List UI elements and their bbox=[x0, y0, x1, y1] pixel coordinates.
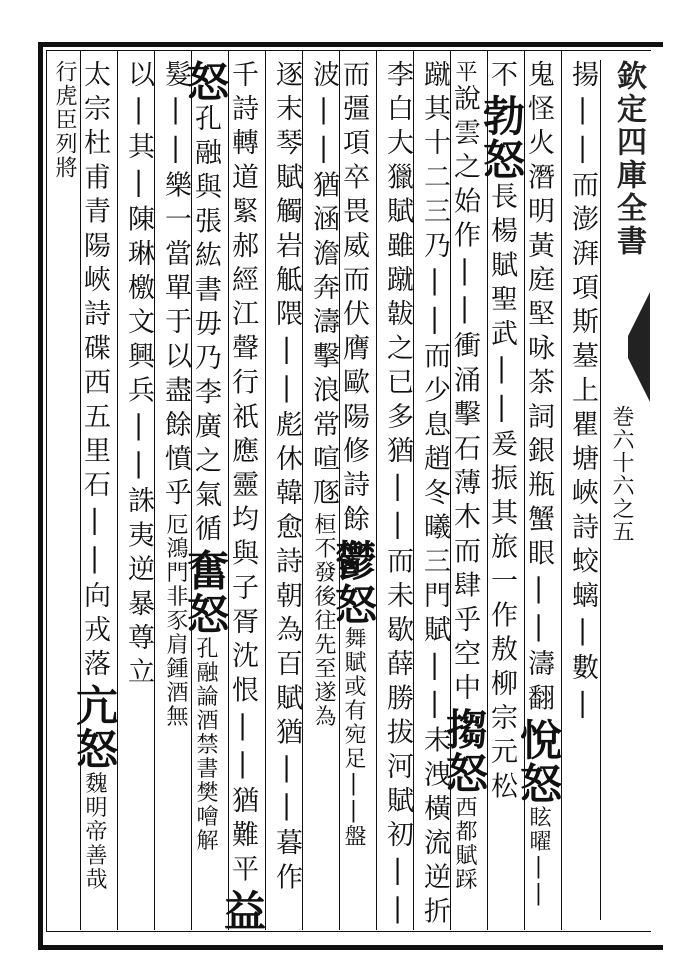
text-run: 不 bbox=[486, 60, 517, 95]
text-column bbox=[269, 60, 300, 920]
text-column bbox=[329, 60, 378, 920]
text-column bbox=[181, 60, 230, 920]
text-run: 千詩轉道緊郝經江聲行祇應靈均與子胥沈恨||猶難平 bbox=[227, 60, 258, 889]
column-rule bbox=[80, 50, 81, 930]
text-run: 逐末琴賦觸岩觝隈||彪休韓愈詩朝為百賦猶||暮作 bbox=[271, 60, 302, 897]
volume-label: 巻六十六之五 bbox=[609, 405, 634, 543]
headword: 亢怒 bbox=[70, 683, 119, 772]
text-column bbox=[380, 60, 413, 931]
headword: 怒 bbox=[181, 60, 230, 104]
text-run: 以|其|陳琳檄文興兵||誅夷逆暴尊立 bbox=[123, 60, 154, 692]
column-rule bbox=[154, 50, 155, 930]
book-title: 欽定四庫全書 bbox=[611, 60, 646, 258]
headword: 勃怒 bbox=[477, 94, 526, 183]
text-run: 孔融論酒禁書樊噲解 bbox=[193, 636, 218, 853]
text-column bbox=[306, 60, 337, 920]
headword: 搊怒 bbox=[440, 707, 489, 796]
text-run: 厄鴻門非豕肩鍾酒無 bbox=[163, 512, 188, 729]
column-rule bbox=[413, 50, 414, 930]
text-run: 眩曜|| bbox=[526, 805, 551, 908]
column-rule bbox=[228, 50, 229, 930]
text-run: 太宗杜甫青陽峽詩碟西五里石||向戎落 bbox=[79, 60, 110, 684]
text-column bbox=[121, 60, 152, 920]
text-column bbox=[158, 60, 189, 920]
text-run: 波||猶涵澹奔濤擊浪常喧豗 bbox=[308, 60, 339, 513]
text-run: 鬼怪火潛明黃庭堅咏茶詞銀瓶蟹眼||濤翻 bbox=[523, 60, 554, 718]
text-run: 而彊項卒畏威而伏膺歐陽修詩餘 bbox=[338, 60, 369, 539]
text-column bbox=[440, 60, 489, 920]
gutter-rule bbox=[600, 60, 601, 920]
text-run: 平 bbox=[452, 60, 477, 84]
column-rule bbox=[302, 50, 303, 930]
text-column bbox=[47, 60, 78, 920]
margin-gutter bbox=[600, 60, 648, 920]
column-rule bbox=[117, 50, 118, 930]
text-column bbox=[477, 60, 526, 920]
text-run: 李白大獵賦雖蹴韍之已多猶||而未歇薛勝拔河賦初|| bbox=[382, 60, 413, 931]
text-column bbox=[70, 60, 119, 920]
text-column bbox=[514, 60, 563, 920]
text-run: 桓不發後往先至遂為 bbox=[311, 512, 336, 729]
text-run: 行虎臣列將 bbox=[52, 60, 77, 180]
text-run: 魏明帝善哉 bbox=[82, 771, 107, 892]
headword: 益 bbox=[218, 888, 267, 933]
text-run: 長楊賦聖武||爰振其旅一作敖柳宗元松 bbox=[486, 182, 517, 806]
column-rule bbox=[487, 50, 488, 930]
column-rule bbox=[339, 50, 340, 930]
text-column bbox=[218, 60, 267, 933]
fishtail-mark-icon bbox=[628, 292, 650, 402]
text-run: 髮||樂一當單于以盡餘憤乎 bbox=[160, 60, 191, 513]
headword: 奮怒 bbox=[181, 548, 230, 637]
column-rule bbox=[450, 50, 451, 930]
headword: 鬱怒 bbox=[329, 538, 378, 627]
text-run: 西都賦踩 bbox=[452, 795, 477, 892]
text-column bbox=[565, 60, 596, 920]
column-rule bbox=[265, 50, 266, 930]
text-run: 舞賦或有宛足||盤 bbox=[341, 626, 366, 849]
text-column bbox=[417, 60, 450, 931]
column-rule bbox=[191, 50, 192, 930]
headword: 悅怒 bbox=[514, 717, 563, 806]
text-run: 蹴其十二三乃||而少息趙冬曦三門賦||未洩橫流逆折 bbox=[419, 60, 450, 931]
text-run: 揚||而澎湃項斯墓上瞿塘峽詩蛟螭|數| bbox=[567, 60, 598, 726]
column-rule bbox=[376, 50, 377, 930]
text-run: 說雲之始作||衝涌擊石薄木而肆乎空中 bbox=[449, 84, 480, 708]
text-run: 孔融與張紘書毋乃李廣之氣循 bbox=[190, 104, 221, 549]
